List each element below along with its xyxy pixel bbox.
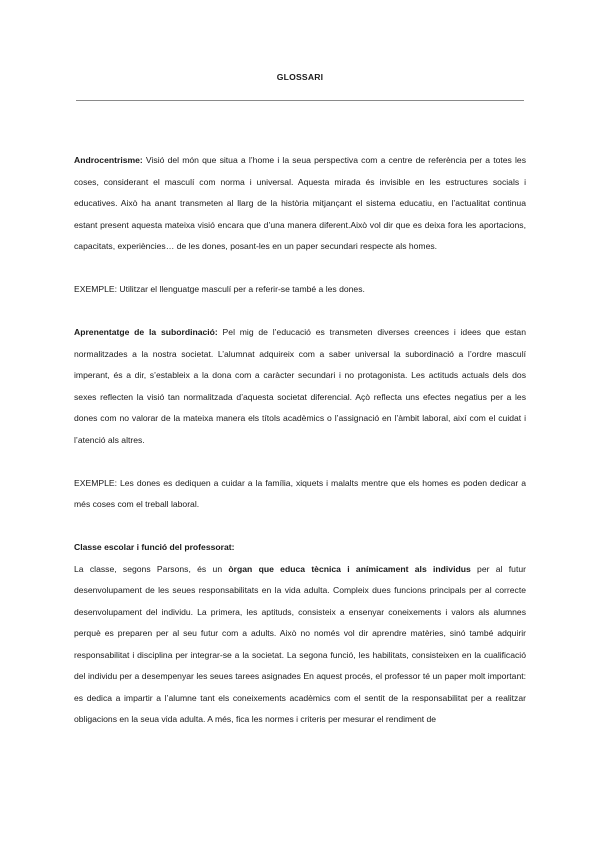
entry-term: Classe escolar i funció del professorat: bbox=[74, 542, 235, 552]
entry-aprenentatge bbox=[74, 322, 526, 451]
entry-term: Androcentrisme: bbox=[74, 155, 143, 165]
entry-definition: Pel mig de l’educació es transmeten diverses creences i idees que estan normalitzades a la nostra societat. L’alumnat adquireix com a saber universal la subordinació a l’ordre masculí imperant, és a dir, s’estableix a la dona com a caràcter secundari i no protagonista. Les actituds actuals dels dos sexes reflecten la visió tan normalitzada d’aquesta societat diferencial. Açò reflecta uns efectes negatius per a les dones com no valorar de la mateixa manera els títols acadèmics o l’assignació en l’àmbit laboral, així com el cuidat i l’atenció als altres. bbox=[74, 327, 526, 445]
entry-term: Aprenentatge de la subordinació: bbox=[74, 327, 218, 337]
entry-definition: La classe, segons Parsons, és un bbox=[74, 563, 229, 574]
page-title: GLOSSARI bbox=[276, 72, 324, 82]
glossary-body bbox=[74, 150, 526, 731]
entry-androcentrisme bbox=[74, 150, 526, 258]
entry-definition: Visió del món que situa a l’home i la seua perspectiva com a centre de referència per a totes les coses, considerant el masculí com norma i universal. Aquesta mirada és invisible en les estructures socials i educatives. Això ha anant transmeten al llarg de la història mitjançant el sistema educatiu, en l’actualitat continua estant present aquesta mateixa visió encara que d’una manera diferent.Això vol dir que es deixa fora les aportacions, capacitats, experiències… de les dones, posant-les en un paper secundari respecte als homes. bbox=[74, 155, 526, 251]
entry-classe-heading bbox=[74, 537, 526, 559]
entry-example: EXEMPLE: Utilitzar el llenguatge masculí per a referir-se també a les dones. bbox=[74, 284, 365, 294]
entry-classe bbox=[74, 559, 526, 731]
entry-definition-cont: per al futur desenvolupament de les seues responsabilitats en la vida adulta. Compleix dues funcions principals per al correcte desenvolupament del individu. La primera, les aptituds, consisteix a ensenyar coneixements i valors als alumnes perquè es preparen per al seu futur com a adults. Això no només vol dir aprendre matèries, sinó també adquirir responsabilitat i disciplina per integrar-se a la societat. La segona funció, les habilitats, consisteixen en la cualificació del individu per a desempenyar les seues tarees asignades En aquest procés, el professor té un paper molt important: es dedica a impartir a l’alumne tant els coneixements acadèmics com el sentit de la responsabilitat per a realitzar obligacions en la seua vida adulta. A més, fica les normes i criteris per mesurar el rendiment de bbox=[74, 563, 526, 724]
entry-example: EXEMPLE: Les dones es dediquen a cuidar a la família, xiquets i malalts mentre que els homes es poden dedicar a més coses com el treball laboral. bbox=[74, 477, 526, 509]
title-divider bbox=[76, 100, 524, 101]
bold-phrase: òrgan que educa tècnica i anímicament als individus bbox=[228, 563, 471, 574]
